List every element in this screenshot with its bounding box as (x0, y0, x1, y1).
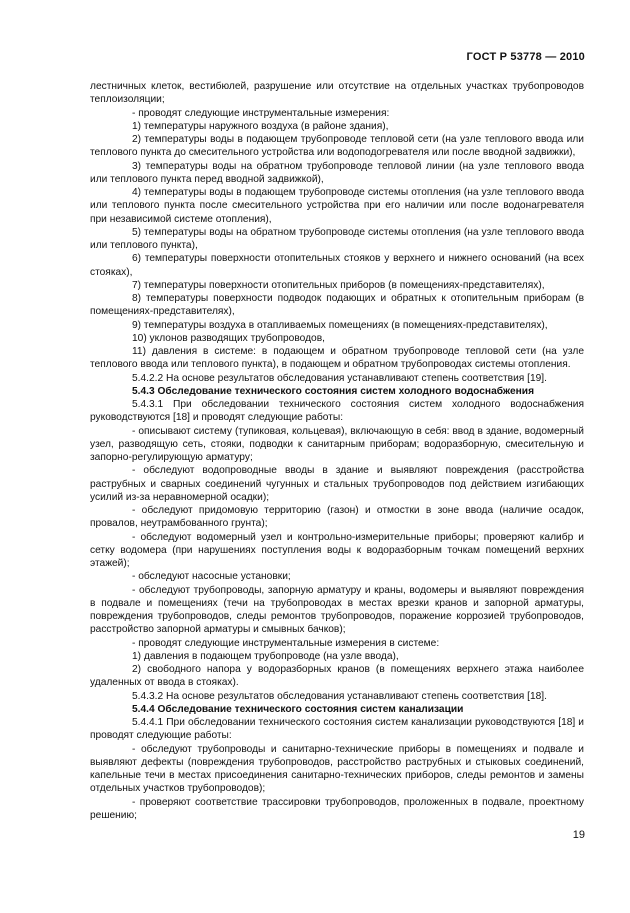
paragraph: 3) температуры воды на обратном трубопроводе тепловой линии (на узле теплового ввода или теплового пункта перед вводной задвижкой), (90, 160, 584, 185)
paragraph: - обследуют водопроводные вводы в здание и выявляют повреждения (расстройства раструбных и сварных соединений чугунных и стальных трубопроводов под действием изгибающих усилий из-за неравномерной осадки); (90, 465, 584, 503)
paragraph: 5.4.2.2 На основе результатов обследования устанавливают степень соответствия [19]. (132, 372, 547, 384)
paragraph: 5) температуры воды на обратном трубопроводе системы отопления (на узле теплового ввода или теплового пункта), (90, 226, 584, 251)
paragraph: 2) температуры воды в подающем трубопроводе тепловой сети (на узле теплового ввода или теплового пункта до смесительного устройства или водоподогревателя или после вводной задвижки), (90, 134, 584, 159)
paragraph: 5.4.4.1 При обследовании технического состояния систем канализации руководствуются [18] и проводят следующие работы: (90, 717, 584, 742)
paragraph: 4) температуры воды в подающем трубопроводе системы отопления (на узле теплового ввода или теплового пункта после смесительного устройства при его наличии или после водонагревателя при независимой системе отопления), (90, 187, 584, 225)
paragraph: - проверяют соответствие трассировки трубопроводов, проложенных в подвале, проектному решению; (90, 796, 584, 821)
paragraph: - обследуют насосные установки; (132, 571, 291, 583)
document-body (90, 80, 584, 822)
paragraph: 1) температуры наружного воздуха (в районе здания), (132, 120, 389, 132)
paragraph: 10) уклонов разводящих трубопроводов, (132, 332, 325, 344)
page-number: 19 (572, 829, 585, 841)
standard-header: ГОСТ Р 53778 — 2010 (466, 51, 585, 63)
paragraph: - обследуют придомовую территорию (газон) и отмостки в зоне ввода (наличие осадок, провалов, неутрамбованного грунта); (90, 505, 584, 530)
section-heading: 5.4.3 Обследование технического состояния систем холодного водоснабжения (132, 385, 535, 397)
paragraph: 9) температуры воздуха в отапливаемых помещениях (в помещениях-представителях), (132, 319, 548, 331)
paragraph: 1) давления в подающем трубопроводе (на узле ввода), (132, 650, 399, 662)
paragraph: - обследуют трубопроводы и санитарно-технические приборы в помещениях и подвале и выявляют дефекты (повреждения трубопроводов, расстройство раструбных и стыковых соединений, капельные течи в местах присоединения санитарно-технических приборов, следы ремонтов и замены отдельных участков трубопроводов); (90, 743, 584, 795)
section-heading: 5.4.4 Обследование технического состояния систем канализации (132, 703, 464, 715)
paragraph: - проводят следующие инструментальные измерения в системе: (132, 637, 440, 649)
paragraph: - проводят следующие инструментальные измерения: (132, 107, 390, 119)
paragraph: 2) свободного напора у водоразборных кранов (в помещениях верхнего этажа наиболее удаленных от ввода в стояках). (90, 664, 584, 689)
paragraph: - описывают систему (тупиковая, кольцевая), включающую в себя: ввод в здание, водомерный узел, разводящую сеть, стояки, подводки к санитарным приборам; водоразборную, смесительную и запорно-регулирующую арматуру; (90, 425, 584, 463)
paragraph: лестничных клеток, вестибюлей, разрушение или отсутствие на отдельных участках трубопроводов теплоизоляции; (90, 81, 584, 106)
paragraph: 11) давления в системе: в подающем и обратном трубопроводе тепловой сети (на узле теплового ввода или теплового пункта), в подающем и обратном трубопроводах системы отопления. (90, 346, 584, 371)
paragraph: 7) температуры поверхности отопительных приборов (в помещениях-представителях), (132, 279, 545, 291)
paragraph: 5.4.3.1 При обследовании технического состояния систем холодного водоснабжения руководствуются [18] и проводят следующие работы: (90, 399, 584, 424)
paragraph: 6) температуры поверхности отопительных стояков у верхнего и нижнего оснований (на всех стояках), (90, 253, 584, 278)
paragraph: - обследуют водомерный узел и контрольно-измерительные приборы; проверяют калибр и сетку водомера (при нарушениях поступления воды к водоразборным точкам помещений верхних этажей); (90, 531, 584, 569)
paragraph: - обследуют трубопроводы, запорную арматуру и краны, водомеры и выявляют повреждения в подвале и помещениях (течи на трубопроводах в местах врезки кранов и запорной арматуры, повреждения трубопроводов, следы ремонтов трубопроводов, поражение коррозией трубопроводов, расстройство запорной арматуры и смывных бачков); (90, 584, 584, 636)
paragraph: 8) температуры поверхности подводок подающих и обратных к отопительным приборам (в помещениях-представителях), (90, 293, 584, 318)
paragraph: 5.4.3.2 На основе результатов обследования устанавливают степень соответствия [18]. (132, 690, 547, 702)
